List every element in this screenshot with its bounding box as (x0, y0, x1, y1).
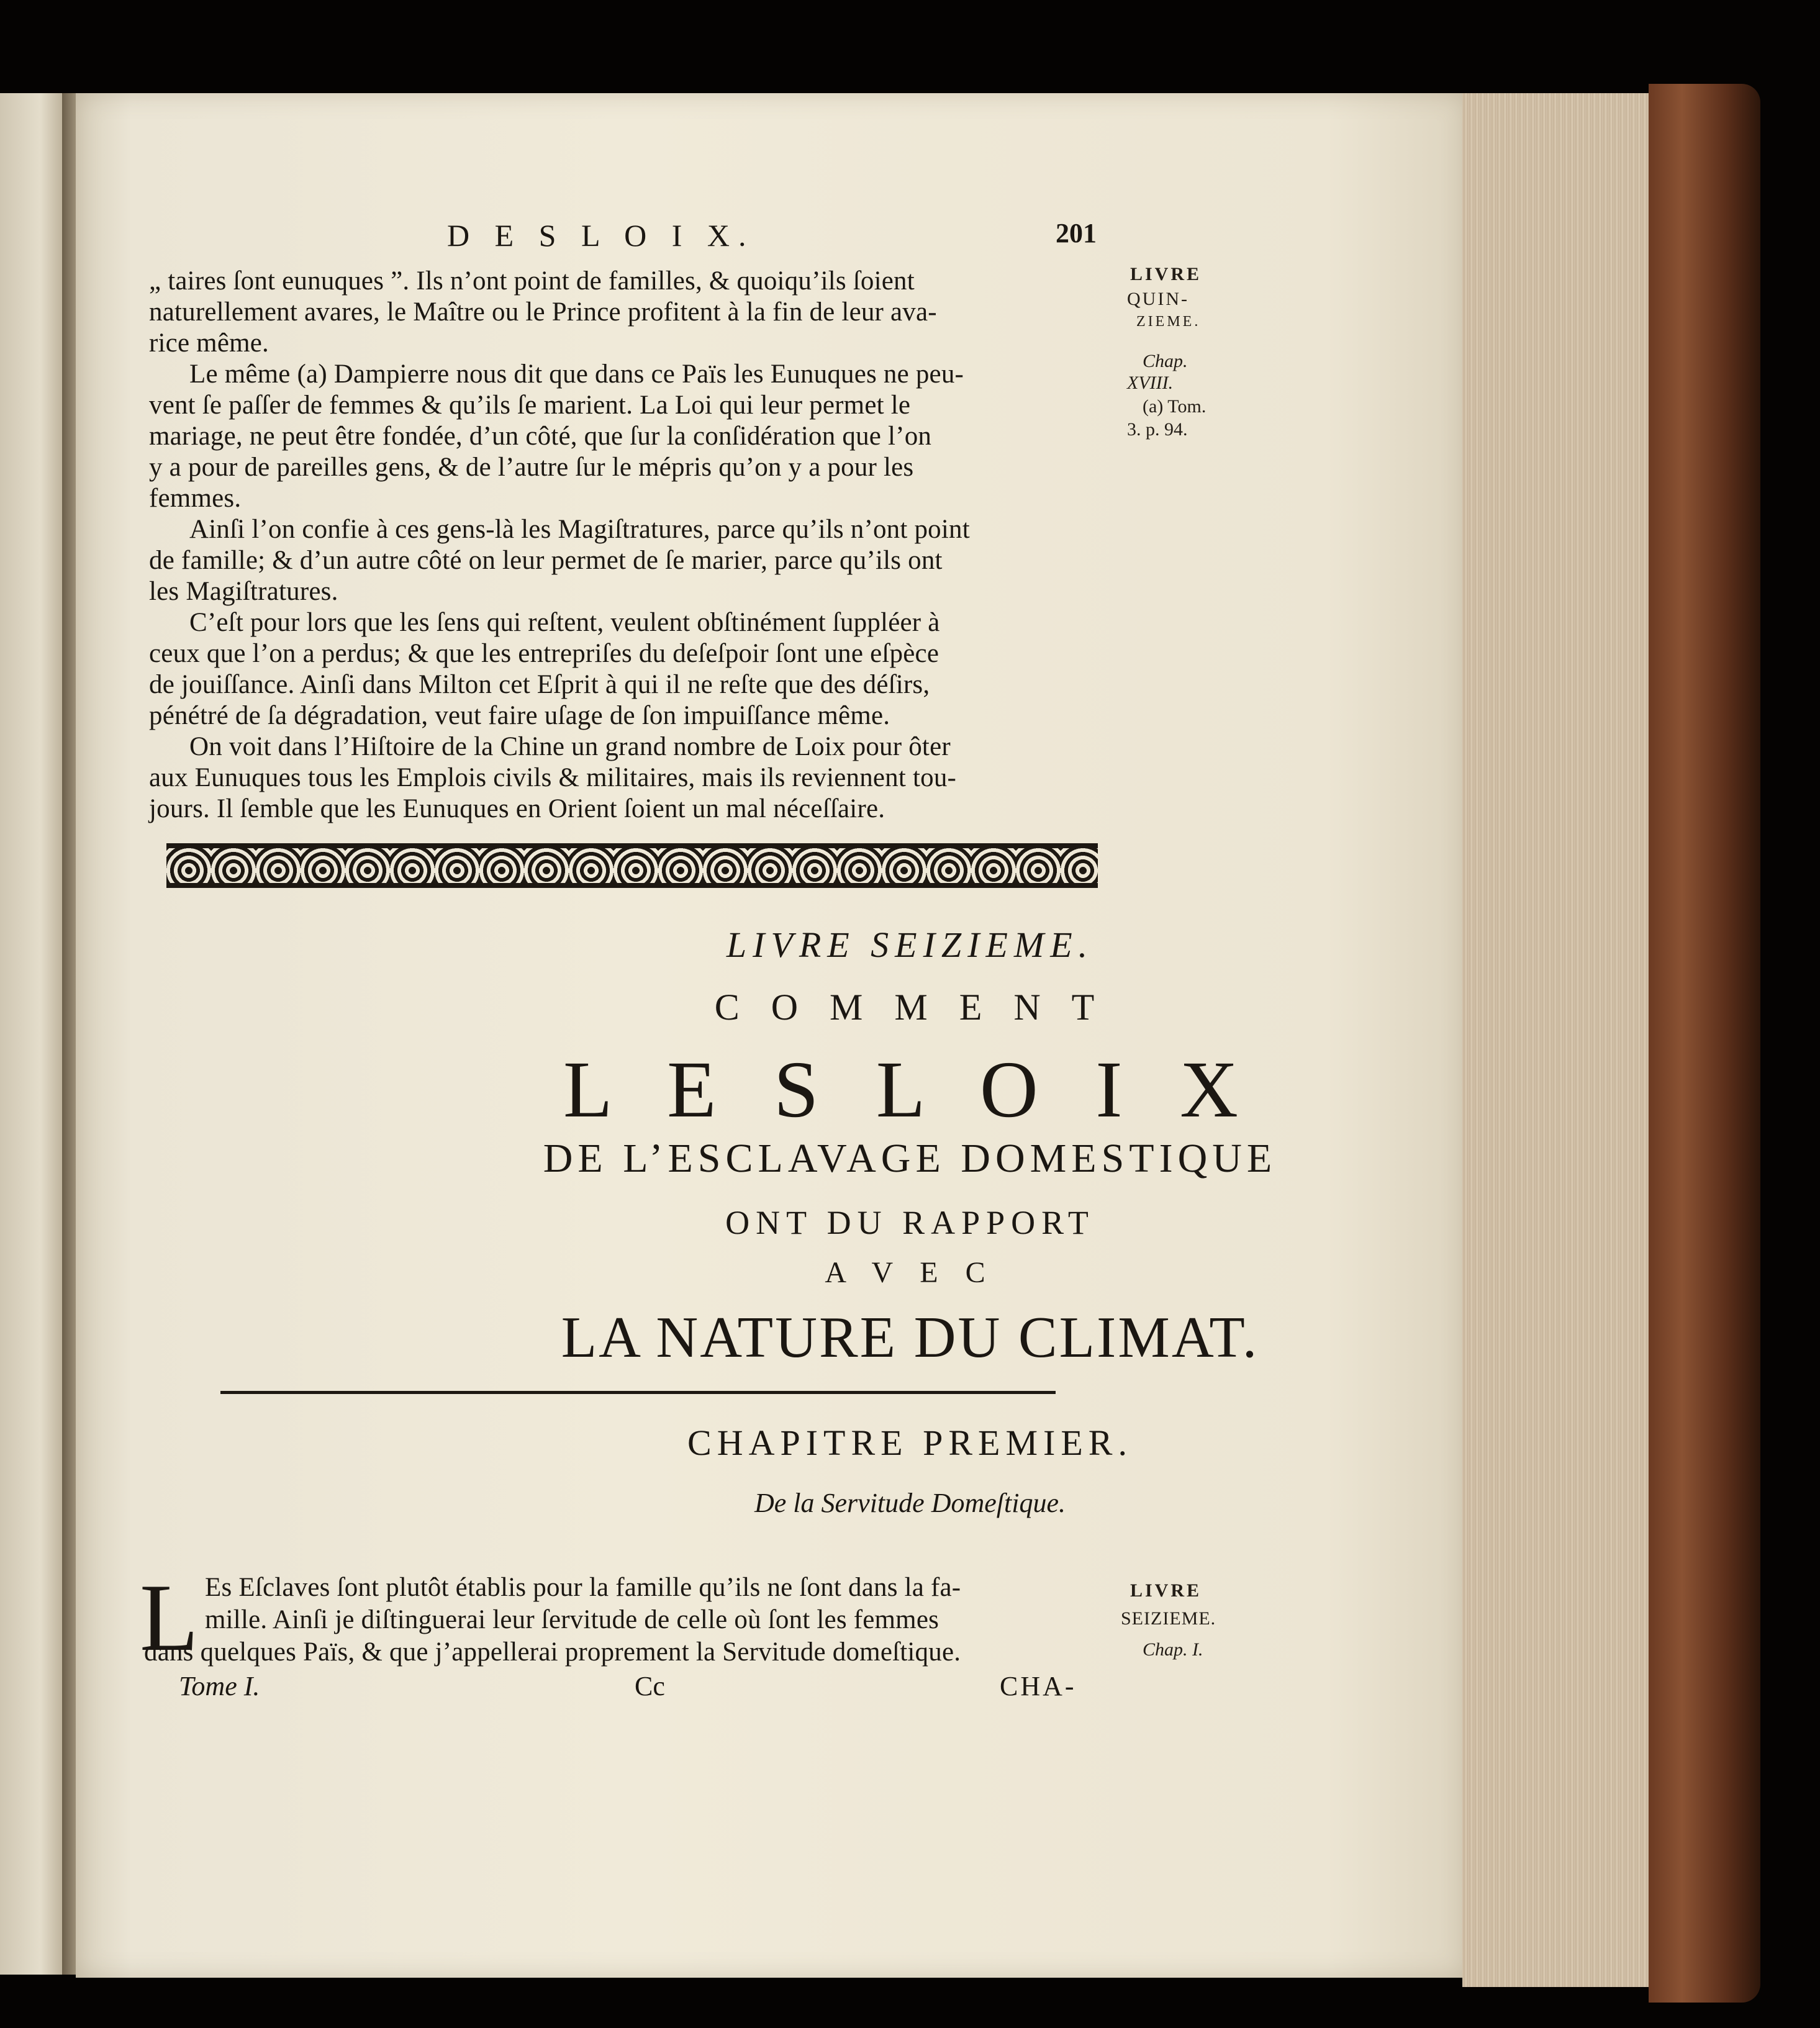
footer-tome: Tome I. (179, 1671, 260, 1701)
decorative-ornament-band (166, 843, 1098, 888)
page-stack-edge (1462, 93, 1652, 1987)
text-line: mille. Ainſi je diſtinguerai leur ſervitude de celle où ſont les femmes (205, 1605, 939, 1634)
text-line: aux Eunuques tous les Emplois civils & militaires, mais ils reviennent tou- (149, 763, 957, 792)
chapter-subtitle: De la Servitude Domeſtique. (754, 1488, 1066, 1518)
text-line: jours. Il ſemble que les Eunuques en Orient ſoient un mal néceſſaire. (149, 794, 885, 823)
text-line: les Magiſtratures. (149, 577, 338, 606)
text-line: naturellement avares, le Maître ou le Prince profitent à la fin de leur ava- (149, 297, 937, 327)
drop-cap: L (140, 1564, 199, 1671)
margin-note: Chap. I. (1143, 1639, 1203, 1660)
title-rapport: ONT DU RAPPORT (725, 1204, 1095, 1241)
text-line: vent ſe paſſer de femmes & qu’ils ſe marient. La Loi qui leur permet le (149, 391, 911, 420)
text-line: ceux que l’on a perdus; & que les entrepriſes du deſeſpoir ſont une eſpèce (149, 639, 939, 668)
text-line: rice même. (149, 328, 269, 358)
margin-note: (a) Tom. (1143, 396, 1207, 417)
margin-note: ZIEME. (1136, 314, 1201, 330)
footer-signature: Cc (635, 1671, 665, 1701)
title-nature-du-climat: LA NATURE DU CLIMAT. (561, 1305, 1259, 1370)
text-line: „ taires ſont eunuques ”. Ils n’ont point de familles, & quoiqu’ils ſoient (149, 266, 915, 296)
page-number: 201 (1056, 218, 1097, 248)
title-avec: A V E C (825, 1256, 995, 1289)
footer-catchword: CHA- (1000, 1671, 1077, 1701)
adjacent-page-edge (0, 93, 67, 1975)
chapter-heading: CHAPITRE PREMIER. (687, 1423, 1133, 1463)
text-line: On voit dans l’Hiſtoire de la Chine un grand nombre de Loix pour ôter (189, 732, 951, 761)
text-line: pénétré de ſa dégradation, veut faire uſage de ſon impuiſſance même. (149, 701, 890, 730)
text-line: y a pour de pareilles gens, & de l’autre ſur le mépris qu’on y a pour les (149, 453, 914, 482)
running-title: D E S L O I X. (447, 218, 755, 253)
text-line: de famille; & d’un autre côté on leur permet de ſe marier, parce qu’ils ont (149, 546, 943, 575)
title-comment: C O M M E N T (714, 987, 1106, 1028)
margin-note: QUIN- (1127, 289, 1189, 309)
horizontal-rule (220, 1391, 1056, 1394)
text-line: de jouiſſance. Ainſi dans Milton cet Eſprit à qui il ne reſte que des déſirs, (149, 670, 930, 699)
text-line: Ainſi l’on confie à ces gens-là les Magiſtratures, parce qu’ils n’ont point (189, 515, 970, 544)
text-line: C’eſt pour lors que les ſens qui reſtent, veulent obſtinément ſuppléer à (189, 608, 940, 637)
margin-note: SEIZIEME. (1121, 1608, 1216, 1629)
text-line: Es Eſclaves ſont plutôt établis pour la famille qu’ils ne ſont dans la fa- (205, 1573, 961, 1602)
title-esclavage: DE L’ESCLAVAGE DOMESTIQUE (543, 1136, 1277, 1181)
text-line: dans quelques Païs, & que j’appellerai proprement la Servitude domeſtique. (144, 1637, 961, 1667)
text-line: mariage, ne peut être fondée, d’un côté, que ſur la conſidération que l’on (149, 422, 932, 451)
text-line: femmes. (149, 484, 242, 513)
margin-note: Chap. (1143, 351, 1188, 371)
text-line: Le même (a) Dampierre nous dit que dans ce Païs les Eunuques ne peu- (189, 360, 964, 389)
margin-note: LIVRE (1130, 264, 1202, 284)
margin-note: XVIII. (1127, 373, 1174, 393)
title-les-loix: L E S L O I X (563, 1045, 1257, 1134)
margin-note: LIVRE (1130, 1580, 1202, 1601)
margin-note: 3. p. 94. (1127, 419, 1188, 440)
livre-heading: LIVRE SEIZIEME. (726, 925, 1094, 965)
